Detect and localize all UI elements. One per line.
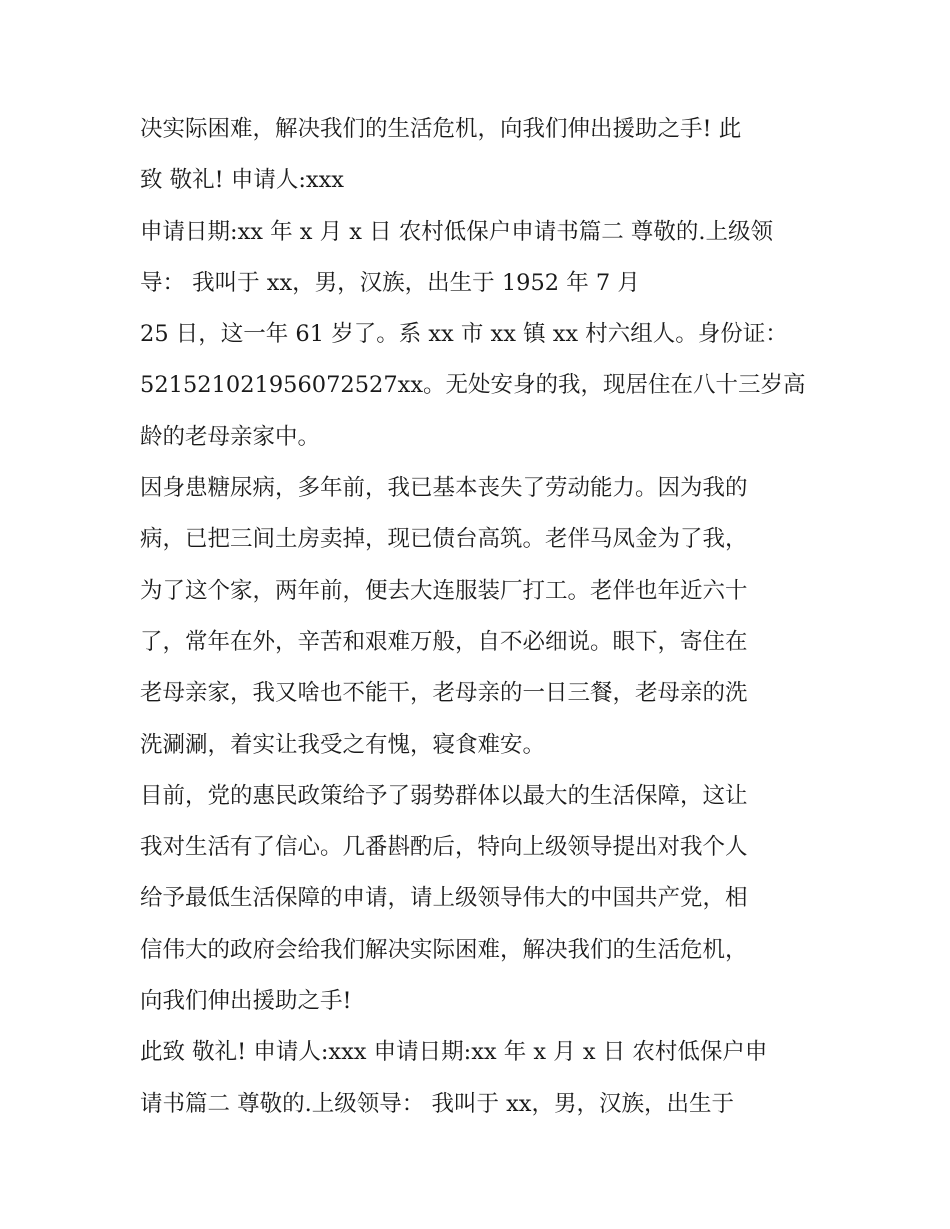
text-line-14: 目前，党的惠民政策给予了弱势群体以最大的生活保障，这让 [140,782,748,809]
text-line-9: 病，已把三间土房卖掉，现已债台高筑。老伴马凤金为了我， [140,526,748,553]
text-line-2: 致 敬礼! 申请人:xxx [140,167,344,194]
text-line-10: 为了这个家，两年前，便去大连服装厂打工。老伴也年近六十 [140,577,748,604]
text-line-1: 决实际困难，解决我们的生活危机，向我们伸出援助之手! 此 [140,116,742,142]
document-body [140,104,830,1130]
text-line-3: 申请日期:xx 年 x 月 x 日 农村低保户申请书篇二 尊敬的.上级领 [140,218,774,245]
text-line-7: 龄的老母亲家中。 [140,423,321,450]
text-line-5: 25 日，这一年 61 岁了。系 xx 市 xx 镇 xx 村六组人。身份证： [140,321,788,348]
text-line-6: 52152102195607252​7xx。无处安身的我，现居住在八十三岁高 [140,372,806,399]
text-line-4: 导： 我叫于 xx，男，汉族，出生于 1952 年 7 月 [140,269,640,296]
text-line-19: 此致 敬礼! 申请人:xxx 申请日期:xx 年 x 月 x 日 农村低保户申 [140,1039,768,1066]
text-line-17: 信伟大的政府会给我们解决实际困难，解决我们的生活危机， [140,936,748,963]
text-line-11: 了，常年在外，辛苦和艰难万般，自不必细说。眼下，寄住在 [140,628,748,655]
text-line-15: 我对生活有了信心。几番斟酌后，特向上级领导提出对我个人 [140,834,748,861]
text-line-16: 给予最低生活保障的申请，请上级领导伟大的中国共产党，相 [140,885,748,912]
text-line-20: 请书篇二 尊敬的.上级领导： 我叫于 xx，男，汉族，出生于 [140,1090,734,1117]
text-line-18: 向我们伸出援助之手! [140,988,352,1015]
text-line-13: 洗涮涮，着实让我受之有愧，寝食难安。 [140,731,546,758]
text-line-8: 因身患糖尿病，多年前，我已基本丧失了劳动能力。因为我的 [140,475,748,502]
text-line-12: 老母亲家，我又啥也不能干，老母亲的一日三餐，老母亲的洗 [140,680,748,707]
